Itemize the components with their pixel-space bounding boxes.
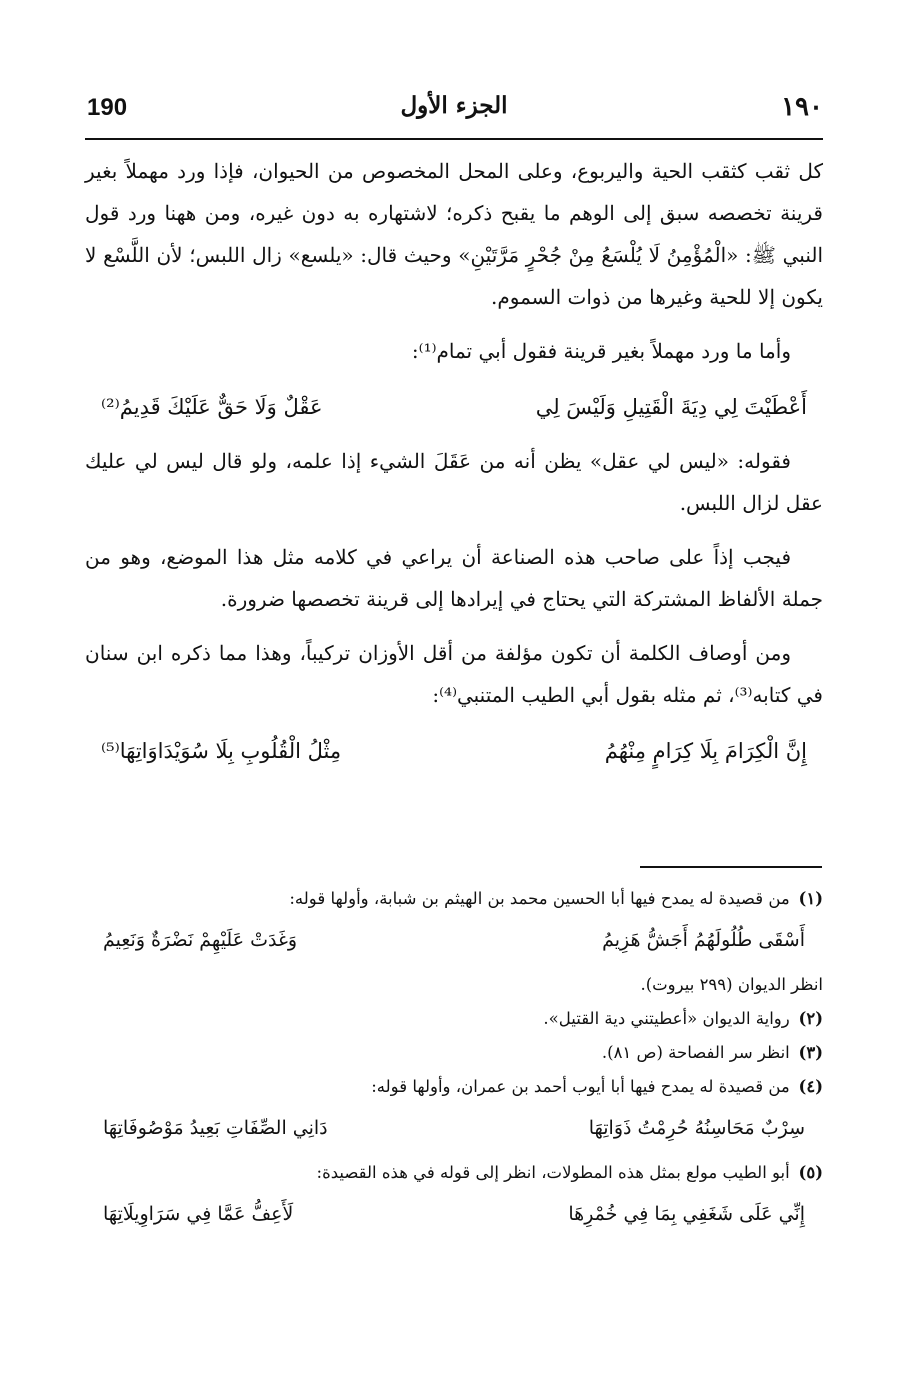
footnote-2 — [85, 1002, 823, 1036]
footnote-text: أبو الطيب مولع بمثل هذه المطولات، انظر إلى قوله في هذه القصيدة: — [316, 1163, 790, 1182]
verse-hemistich-second: وَغَدَتْ عَلَيْهِمْ نَضْرَةٌ وَنَعِيمُ — [103, 929, 298, 951]
verse-hemistich-second: مِثْلُ الْقُلُوبِ بِلَا سُوَيْدَاوَاتِهَا⁽⁵⁾ — [101, 739, 342, 763]
verse-hemistich-first: إِنَّ الْكِرَامَ بِلَا كِرَامٍ مِنْهُمُ — [604, 739, 807, 763]
paragraph-4: فيجب إذاً على صاحب هذه الصناعة أن يراعي في كلامه مثل هذا الموضع، وهو من جملة الألفاظ المشتركة التي يحتاج في إيرادها إلى قرينة تخصصها ضرورة. — [85, 545, 823, 611]
footnote-number: (٤) — [798, 1077, 823, 1096]
footnote-text: من قصيدة له يمدح فيها أبا أيوب أحمد بن عمران، وأولها قوله: — [371, 1077, 790, 1096]
verse-abu-tammam — [101, 384, 807, 430]
running-title: الجزء الأول — [400, 92, 508, 119]
verse-hemistich-second: عَقْلٌ وَلَا حَقٌّ عَلَيْكَ قَدِيمُ⁽²⁾ — [101, 395, 323, 419]
footnote-number: (٢) — [798, 1009, 823, 1028]
footnote-rule — [640, 866, 822, 868]
footnote-4 — [85, 1070, 823, 1104]
footnote-3 — [85, 1036, 823, 1070]
footnote-5-verse — [103, 1192, 805, 1236]
verse-hemistich-second: لَأَعِفُّ عَمَّا فِي سَرَاوِيلَاتِهَا — [103, 1203, 294, 1225]
footnote-4-verse — [103, 1106, 805, 1150]
page-number-latin: 190 — [87, 94, 128, 121]
footnote-text: رواية الديوان «أعطيتني دية القتيل». — [543, 1009, 790, 1028]
footnote-number: (٣) — [798, 1043, 823, 1062]
header-rule — [85, 138, 823, 140]
page-header — [85, 88, 823, 128]
main-text — [85, 150, 823, 784]
verse-hemistich-first: أَسْقَى طُلُولَهُمُ أَجَشُّ هَزِيمُ — [602, 929, 805, 951]
footnotes — [85, 882, 823, 1242]
paragraph-2: وأما ما ورد مهملاً بغير قرينة فقول أبي تمام⁽¹⁾: — [411, 339, 791, 363]
verse-hemistich-first: أَعْطَيْتَ لِي دِيَةَ الْقَتِيلِ وَلَيْسَ لِي — [535, 395, 807, 419]
footnote-1-verse — [103, 918, 805, 962]
footnote-5 — [85, 1156, 823, 1190]
verse-hemistich-first: إِنِّي عَلَى شَغَفِي بِمَا فِي خُمْرِهَا — [568, 1203, 805, 1225]
footnote-number: (١) — [798, 889, 823, 908]
verse-hemistich-first: سِرْبٌ مَحَاسِنُهُ حُرِمْتُ ذَوَاتِهَا — [588, 1117, 805, 1139]
footnote-number: (٥) — [798, 1163, 823, 1182]
verse-mutanabbi — [101, 728, 807, 774]
footnote-text: انظر سر الفصاحة (ص ٨١). — [601, 1043, 790, 1062]
paragraph-1: كل ثقب كثقب الحية واليربوع، وعلى المحل المخصوص من الحيوان، فإذا ورد مهملاً بغير قرينة تخصصه سبق إلى الوهم ما يقبح ذكره؛ لاشتهاره به دون غيره، ومن ههنا ورد قول النبي ﷺ: «الْمُؤْمِنُ لَا يُلْسَعُ مِنْ جُحْرٍ مَرَّتَيْنِ» وحيث قال: «يلسع» زال اللبس؛ لأن اللَّسْع لا يكون إلا للحية وغيرها من ذوات السموم. — [85, 159, 823, 309]
verse-hemistich-second: دَانِي الصِّفَاتِ بَعِيدُ مَوْصُوفَاتِهَا — [103, 1117, 328, 1139]
footnote-text: من قصيدة له يمدح فيها أبا الحسين محمد بن الهيثم بن شبابة، وأولها قوله: — [289, 889, 790, 908]
page-number-arabic: ١٩٠ — [781, 92, 823, 122]
footnote-1 — [85, 882, 823, 916]
footnote-1-reference: انظر الديوان (٢٩٩ بيروت). — [640, 975, 823, 994]
paragraph-3: فقوله: «ليس لي عقل» يظن أنه من عَقَلَ الشيء إذا علمه، ولو قال ليس لي عليك عقل لزال اللبس. — [85, 449, 823, 515]
paragraph-5: ومن أوصاف الكلمة أن تكون مؤلفة من أقل الأوزان تركيباً، وهذا مما ذكره ابن سنان في كتابه⁽³⁾، ثم مثله بقول أبي الطيب المتنبي⁽⁴⁾: — [85, 641, 823, 707]
